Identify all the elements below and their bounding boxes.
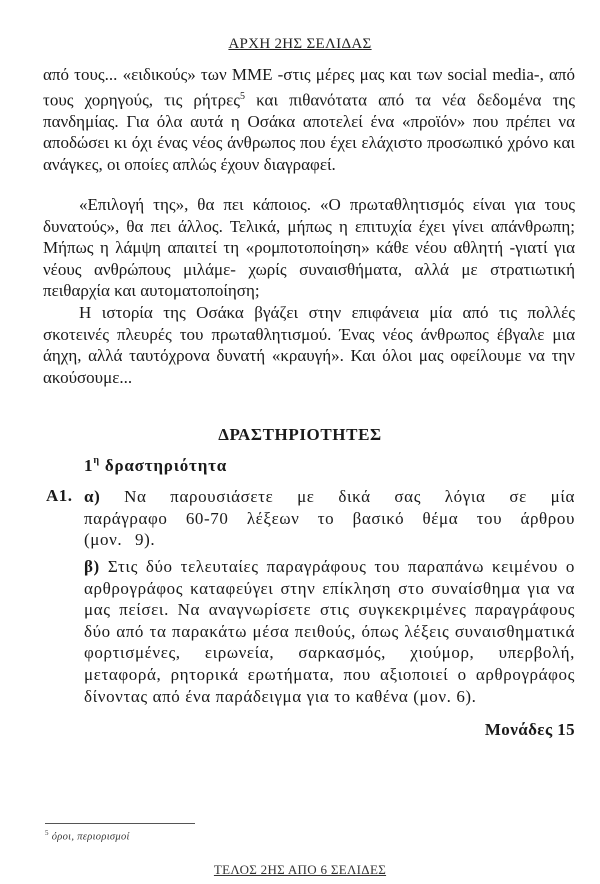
units-total: Μονάδες 15 [484, 720, 575, 739]
part-b-text: Στις δύο τελευταίες παραγράφους του παραπάνω κειμένου ο αρθρογράφος καταφεύγει στην επίκληση στο συναίσθημα για να μας πείσει. Να αναγνωρίσετε στις συγκεκριμένες παραγράφους δύο από τα παρακάτω μέσα πειθούς, όπως λέξεις συναισθηματικά φορτισμένες, ειρωνεία, σαρκασμός, χιούμορ, υπερβολή, μεταφορά, ρητορικά ερωτήματα, που αξιοποιεί ο αρθρογράφος δίνοντας από ένα παράδειγμα για το καθένα (μον. 6). [84, 557, 575, 706]
activity-number: 1 [84, 456, 94, 475]
paragraph-text: «Επιλογή της», θα πει κάποιος. «Ο πρωταθλητισμός είναι για τους δυνατούς», θα πει άλλος. Τελικά, μήπως η επιτυχία έχει γίνει απάνθρωπη; Μήπως η λάμψη απαιτεί τη «ρομποτοποίηση» κάθε νέου αθλητή -γιατί για νέους ανθρώπους μιλάμε- χωρίς συναισθήματα, αλλά με στρατιωτική πειθαρχία και αυτοματοποίηση; [43, 195, 575, 301]
question-part-a [84, 486, 575, 551]
question-label: Α1. [46, 486, 73, 505]
footnote-text: όροι, περιορισμοί [48, 831, 130, 843]
footnote-number: 5 [45, 829, 49, 837]
article-paragraph-3 [43, 302, 575, 388]
paragraph-text: από τους... «ειδικούς» των ΜΜΕ -στις μέρες μας και των social media-, από τους χορηγούς, τις ρήτρες [43, 65, 575, 110]
part-b-label: β) [84, 557, 100, 576]
paragraph-text: και πιθανότατα από τα νέα δεδομένα της πανδημίας. Για όλα αυτά η Οσάκα αποτελεί ένα «προϊόν» που πρέπει να αποδώσει κι όχι ένας νέος άνθρωπος που έχει ελάχιστο προσωπικό χρόνο και ανάγκες, οι οποίες απλώς έχουν διαγραφεί. [43, 90, 576, 175]
article-paragraph-1 [43, 64, 575, 176]
section-title: ΔΡΑΣΤΗΡΙΟΤΗΤΕΣ [218, 425, 382, 444]
part-a-label: α) [84, 487, 101, 506]
activity-superscript: η [93, 455, 100, 467]
activity-title [84, 456, 227, 476]
article-paragraph-2 [43, 194, 575, 302]
footnote-reference: 5 [240, 90, 245, 102]
footnote-divider [45, 823, 195, 824]
paragraph-text: Η ιστορία της Οσάκα βγάζει στην επιφάνεια μία από τις πολλές σκοτεινές πλευρές του πρωταθλητισμού. Ένας νέος άνθρωπος έβγαλε μια άηχη, αλλά ταυτόχρονα δυνατή «κραυγή». Και όλοι μας οφείλουμε να την ακούσουμε... [43, 303, 575, 387]
footnote [45, 829, 130, 843]
question-part-b [84, 556, 575, 707]
page-footer: ΤΕΛΟΣ 2ΗΣ ΑΠΟ 6 ΣΕΛΙΔΕΣ [213, 862, 387, 877]
page-header: ΑΡΧΗ 2ΗΣ ΣΕΛΙΔΑΣ [228, 36, 372, 52]
part-a-text: Να παρουσιάσετε με δικά σας λόγια σε μία παράγραφο 60-70 λέξεων το βασικό θέμα του άρθρου (μον. 9). [84, 487, 575, 550]
activity-label: δραστηριότητα [99, 456, 228, 475]
